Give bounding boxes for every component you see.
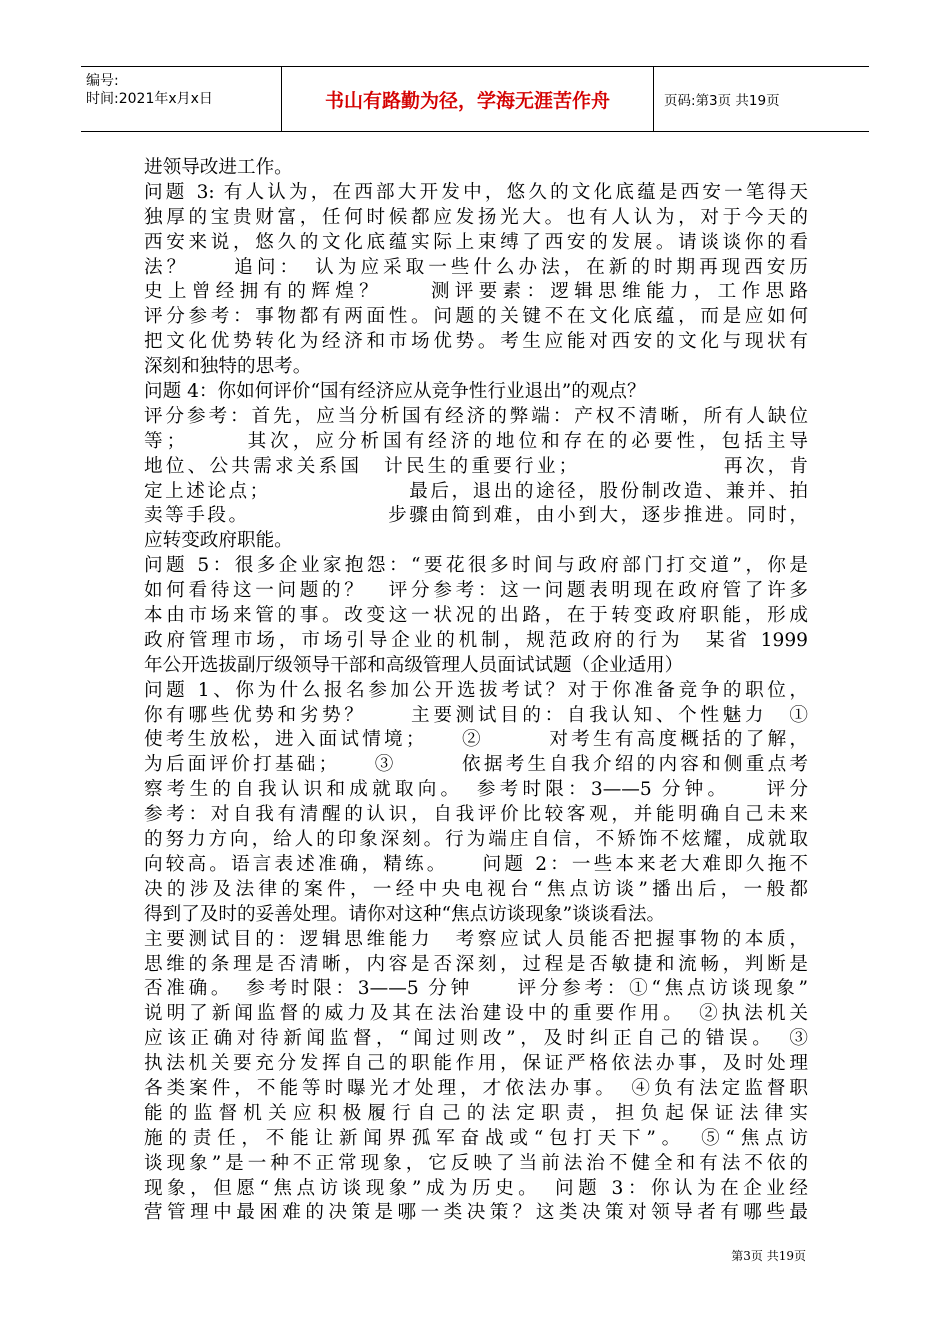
text-line: 察考生的自我认识和成就取向。 参考时限：3——5 分钟。 评分: [144, 779, 808, 801]
page-header: [81, 66, 869, 132]
text-line: 深刻和独特的思考。: [144, 356, 312, 378]
text-line: 执法机关要充分发挥自己的职能作用，保证严格依法办事，及时处理: [144, 1053, 808, 1075]
text-line: 现象，但愿“焦点访谈现象”成为历史。 问题 3：你认为在企业经: [144, 1177, 808, 1199]
text-line: 等； 其次，应分析国有经济的地位和存在的必要性，包括主导: [144, 430, 808, 452]
text-line: 政府管理市场，市场引导企业的机制，规范政府的行为 某省 1999: [144, 629, 808, 651]
text-line: 能的监督机关应积极履行自己的法定职责，担负起保证法律实: [144, 1102, 808, 1124]
text-line: 为后面评价打基础； ③ 依据考生自我介绍的内容和侧重点考: [144, 754, 808, 776]
text-line: 评分参考：事物都有两面性。问题的关键不在文化底蕴，而是应如何: [144, 306, 808, 328]
text-line: 问题 1、你为什么报名参加公开选拔考试？对于你准备竞争的职位，: [144, 679, 808, 701]
text-line: 谈现象”是一种不正常现象，它反映了当前法治不健全和有法不依的: [144, 1152, 808, 1174]
document-date-label: 时间:2021年x月x日: [86, 91, 213, 107]
text-line: 各类案件，不能等时曝光才处理，才依法办事。 ④负有法定监督职: [144, 1077, 808, 1099]
text-line: 把文化优势转化为经济和市场优势。考生应能对西安的文化与现状有: [144, 331, 808, 353]
text-line: 进领导改进工作。: [144, 157, 293, 178]
text-line: 法？ 追问： 认为应采取一些什么办法，在新的时期再现西安历: [144, 256, 808, 278]
text-line: 评分参考：首先，应当分析国有经济的弊端：产权不清晰，所有人缺位: [144, 405, 808, 427]
text-line: 问题 5：很多企业家抱怨：“要花很多时间与政府部门打交道”，你是: [144, 555, 808, 577]
document-number-label: 编号:: [86, 73, 119, 89]
header-motto: 书山有路勤为径，学海无涯苦作舟: [282, 67, 654, 131]
text-line: 说明了新闻监督的威力及其在法治建设中的重要作用。 ②执法机关: [144, 1003, 808, 1025]
page-footer-number: 第3页 共19页: [731, 1249, 806, 1263]
text-line: 营管理中最困难的决策是哪一类决策？这类决策对领导者有哪些最: [144, 1202, 808, 1224]
header-meta: [81, 67, 282, 131]
text-line: 问题 3: 有人认为，在西部大开发中，悠久的文化底蕴是西安一笔得天: [144, 181, 808, 203]
text-line: 如何看待这一问题的？ 评分参考：这一问题表明现在政府管了许多: [144, 580, 808, 602]
text-line: 得到了及时的妥善处理。请你对这种“焦点访谈现象”谈谈看法。: [144, 903, 666, 925]
text-line: 施的责任，不能让新闻界孤军奋战或“包打天下”。 ⑤“焦点访: [144, 1127, 808, 1149]
text-line: 的努力方向，给人的印象深刻。行为端庄自信，不矫饰不炫耀，成就取: [144, 829, 808, 851]
text-line: 否准确。 参考时限：3——5 分钟 评分参考：①“焦点访谈现象”: [144, 978, 808, 1000]
text-line: 西安来说，悠久的文化底蕴实际上束缚了西安的发展。请谈谈你的看: [144, 231, 808, 253]
text-line: 应该正确对待新闻监督，“闻过则改”，及时纠正自己的错误。 ③: [144, 1028, 808, 1050]
text-line: 主要测试目的：逻辑思维能力 考察应试人员能否把握事物的本质，: [144, 928, 808, 950]
text-line: 史上曾经拥有的辉煌？ 测评要素：逻辑思维能力，工作思路: [144, 281, 808, 303]
document-body: [144, 156, 808, 1226]
text-line: 向较高。语言表述准确，精练。 问题 2：一些本来老大难即久拖不: [144, 853, 808, 875]
text-line: 应转变政府职能。: [144, 530, 293, 552]
text-line: 独厚的宝贵财富，任何时候都应发扬光大。也有人认为，对于今天的: [144, 206, 808, 228]
text-line: 卖等手段。 步骤由简到难，由小到大，逐步推进。同时，: [144, 505, 808, 527]
text-line: 思维的条理是否清晰，内容是否深刻，过程是否敏捷和流畅，判断是: [144, 953, 808, 975]
text-line: 你有哪些优势和劣势？ 主要测试目的：自我认知、个性魅力 ①: [144, 704, 808, 726]
text-line: 年公开选拔副厅级领导干部和高级管理人员面试试题（企业适用）: [144, 654, 684, 676]
text-line: 问题 4：你如何评价“国有经济应从竞争性行业退出”的观点？: [144, 381, 646, 403]
header-page-number: 页码:第3页 共19页: [664, 93, 780, 109]
text-line: 参考：对自我有清醒的认识，自我评价比较客观，并能明确自己未来: [144, 804, 808, 826]
text-line: 定上述论点； 最后，退出的途径，股份制改造、兼并、拍: [144, 480, 808, 502]
text-line: 使考生放松，进入面试情境； ② 对考生有高度概括的了解，: [144, 729, 808, 751]
text-line: 地位、公共需求关系国 计民生的重要行业； 再次，肯: [144, 455, 808, 477]
text-line: 决的涉及法律的案件，一经中央电视台“焦点访谈”播出后，一般都: [144, 878, 808, 900]
text-line: 本由市场来管的事。改变这一状况的出路，在于转变政府职能，形成: [144, 605, 808, 627]
